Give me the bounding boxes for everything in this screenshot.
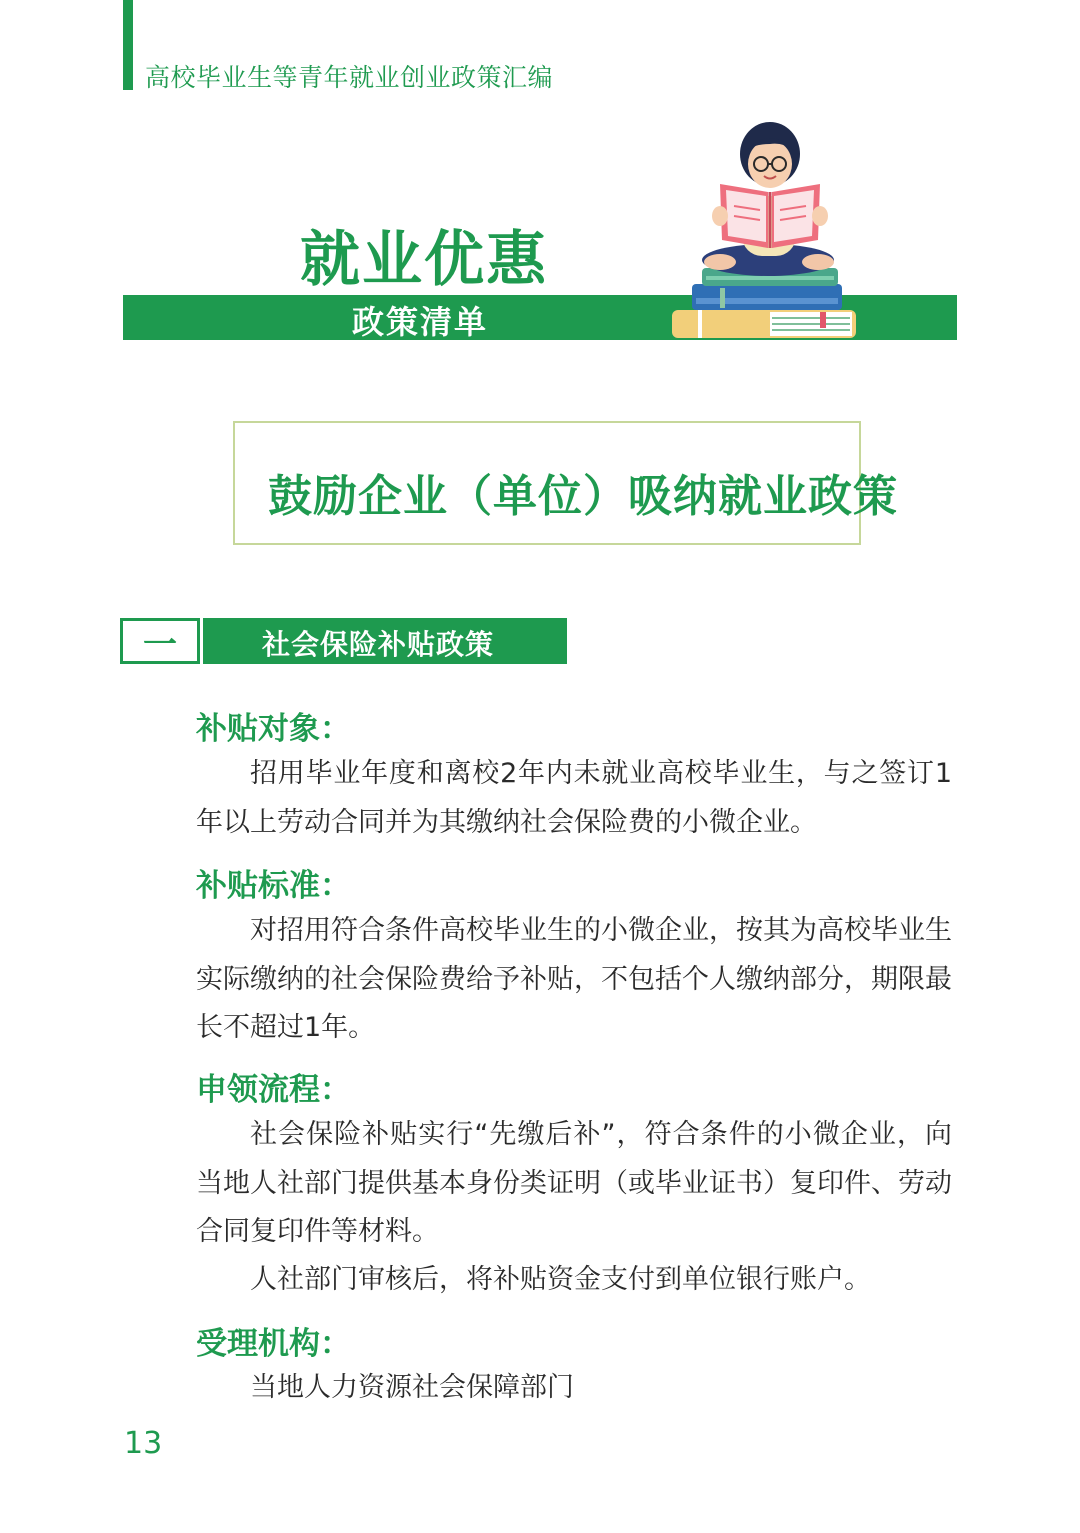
subsidy-target-heading: 补贴对象： bbox=[196, 711, 351, 747]
section-title: 社会保险补贴政策 bbox=[262, 628, 495, 661]
subsidy-standard-heading: 补贴标准： bbox=[196, 868, 351, 904]
agency-heading: 受理机构： bbox=[196, 1326, 351, 1362]
header-accent-bar bbox=[123, 0, 133, 90]
document-series-title: 高校毕业生等青年就业创业政策汇编 bbox=[145, 63, 554, 92]
agency-text: 当地人力资源社会保障部门 bbox=[250, 1372, 574, 1403]
subsidy-standard-text: 对招用符合条件高校毕业生的小微企业，按其为高校毕业生实际缴纳的社会保险费给予补贴，不包括个人缴纳部分，期限最长不超过1年。 bbox=[196, 915, 952, 1043]
page-number: 13 bbox=[124, 1426, 163, 1461]
subsidy-target-text: 招用毕业年度和离校2年内未就业高校毕业生，与之签订1年以上劳动合同并为其缴纳社会保险费的小微企业。 bbox=[196, 758, 952, 838]
section-number: 一 bbox=[120, 618, 200, 664]
policy-title: 鼓励企业（单位）吸纳就业政策 bbox=[268, 471, 898, 522]
application-process-heading: 申领流程： bbox=[196, 1072, 351, 1108]
application-process-text: 社会保险补贴实行“先缴后补”，符合条件的小微企业，向当地人社部门提供基本身份类证明（或毕业证书）复印件、劳动合同复印件等材料。 bbox=[196, 1119, 952, 1247]
girl-reading-on-books-illustration bbox=[660, 120, 870, 346]
banner-subtitle: 政策清单 bbox=[352, 303, 489, 341]
banner-title: 就业优惠 bbox=[300, 225, 548, 295]
application-process-text-2: 人社部门审核后，将补贴资金支付到单位银行账户。 bbox=[250, 1264, 871, 1295]
